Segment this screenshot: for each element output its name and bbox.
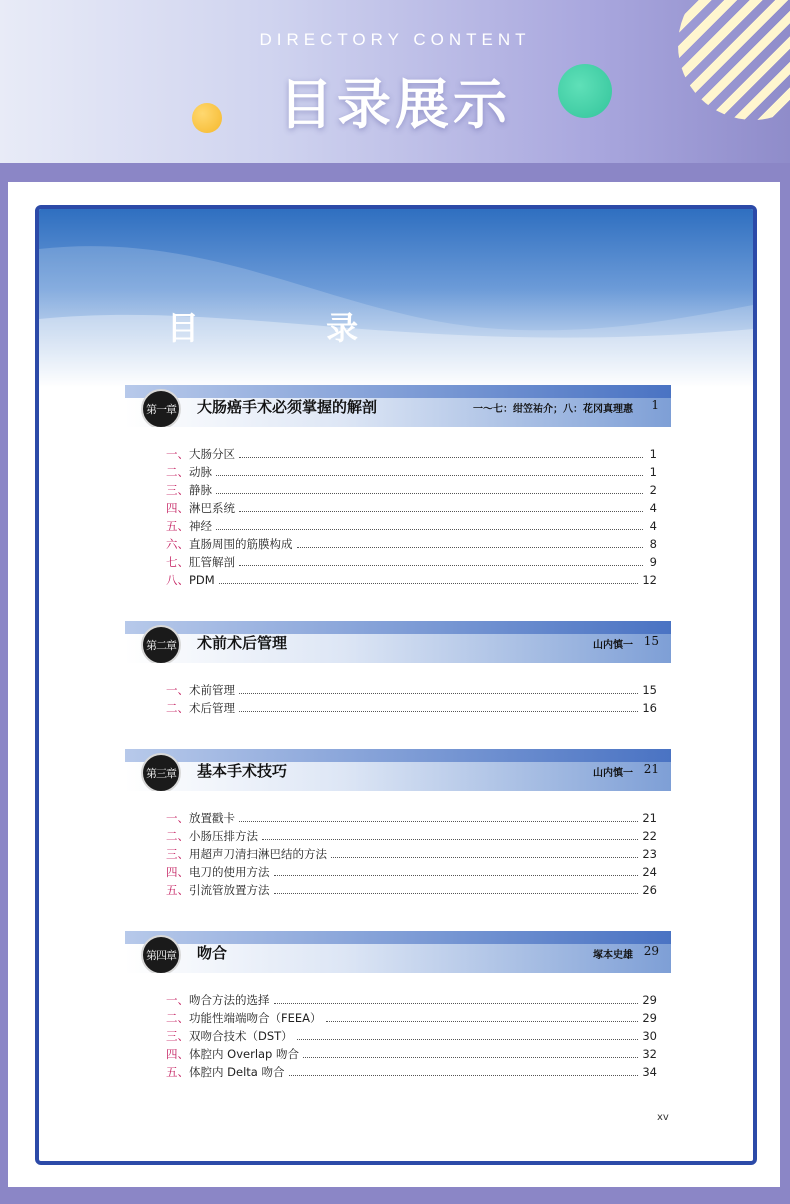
entry-title: PDM bbox=[189, 573, 215, 587]
dot-leader bbox=[239, 686, 638, 694]
entry-title: 神经 bbox=[189, 519, 212, 533]
toc-entry[interactable] bbox=[125, 464, 657, 482]
toc-entry[interactable] bbox=[125, 846, 657, 864]
toc-page bbox=[35, 205, 757, 1165]
entry-number: 五、 bbox=[166, 519, 189, 533]
toc-entry[interactable] bbox=[125, 518, 657, 536]
dot-leader bbox=[239, 450, 643, 458]
entry-number: 三、 bbox=[166, 1029, 189, 1043]
toc-entry[interactable] bbox=[125, 1028, 657, 1046]
dot-leader bbox=[331, 850, 638, 858]
entry-number: 一、 bbox=[166, 683, 189, 697]
dot-leader bbox=[326, 1014, 639, 1022]
chapter-header bbox=[125, 931, 671, 973]
entry-page-number: 21 bbox=[642, 811, 657, 825]
entry-number: 五、 bbox=[166, 1065, 189, 1079]
toc-entry[interactable] bbox=[125, 864, 657, 882]
chapter-author: 一～七：绀笠祐介；八：花冈真理惠 bbox=[473, 404, 633, 415]
toc-entry[interactable] bbox=[125, 500, 657, 518]
chapter-block bbox=[125, 621, 671, 718]
page-number: xv bbox=[657, 1112, 669, 1123]
toc-entry[interactable] bbox=[125, 1010, 657, 1028]
entry-page-number: 1 bbox=[649, 465, 657, 479]
chapter-header bbox=[125, 385, 671, 427]
dot-leader bbox=[297, 1032, 639, 1040]
toc-entry[interactable] bbox=[125, 700, 657, 718]
entry-number: 二、 bbox=[166, 465, 189, 479]
dot-leader bbox=[216, 486, 643, 494]
entry-title: 体腔内 Overlap 吻合 bbox=[189, 1047, 300, 1061]
dot-leader bbox=[216, 522, 643, 530]
toc-entry[interactable] bbox=[125, 1046, 657, 1064]
chapter-badge: 第三章 bbox=[141, 753, 181, 791]
entry-title: 小肠压排方法 bbox=[189, 829, 258, 843]
toc-entry[interactable] bbox=[125, 446, 657, 464]
entry-title: 大肠分区 bbox=[189, 447, 235, 461]
chapter-author: 山内慎一 bbox=[593, 640, 633, 651]
entry-page-number: 1 bbox=[649, 447, 657, 461]
toc-entry[interactable] bbox=[125, 482, 657, 500]
entry-number: 四、 bbox=[166, 501, 189, 515]
entry-page-number: 22 bbox=[642, 829, 657, 843]
dot-leader bbox=[303, 1050, 638, 1058]
dot-leader bbox=[219, 576, 639, 584]
chapter-header bbox=[125, 621, 671, 663]
entry-number: 六、 bbox=[166, 537, 189, 551]
toc-entry[interactable] bbox=[125, 554, 657, 572]
chapter-block bbox=[125, 385, 671, 590]
dot-leader bbox=[289, 1068, 639, 1076]
toc-entry[interactable] bbox=[125, 682, 657, 700]
dot-leader bbox=[274, 996, 639, 1004]
dot-leader bbox=[274, 886, 639, 894]
chapter-block bbox=[125, 931, 671, 1082]
entry-number: 二、 bbox=[166, 829, 189, 843]
entry-list bbox=[125, 992, 671, 1082]
entry-page-number: 29 bbox=[642, 993, 657, 1007]
chapter-badge: 第一章 bbox=[141, 389, 181, 427]
chapter-author: 山内慎一 bbox=[593, 768, 633, 779]
chapter-header bbox=[125, 749, 671, 791]
entry-number: 一、 bbox=[166, 993, 189, 1007]
entry-page-number: 15 bbox=[642, 683, 657, 697]
chapter-author: 塚本史雄 bbox=[593, 950, 633, 961]
entry-title: 体腔内 Delta 吻合 bbox=[189, 1065, 285, 1079]
entry-number: 四、 bbox=[166, 1047, 189, 1061]
toc-heading: 目 录 bbox=[167, 309, 417, 347]
entry-number: 二、 bbox=[166, 1011, 189, 1025]
entry-page-number: 8 bbox=[649, 537, 657, 551]
banner-subtitle: DIRECTORY CONTENT bbox=[259, 30, 531, 49]
dot-leader bbox=[262, 832, 638, 840]
entry-number: 三、 bbox=[166, 847, 189, 861]
entry-page-number: 29 bbox=[642, 1011, 657, 1025]
entry-page-number: 32 bbox=[642, 1047, 657, 1061]
chapter-title: 基本手术技巧 bbox=[197, 762, 288, 780]
entry-title: 吻合方法的选择 bbox=[189, 993, 270, 1007]
entry-title: 引流管放置方法 bbox=[189, 883, 270, 897]
entry-number: 四、 bbox=[166, 865, 189, 879]
chapter-title: 术前术后管理 bbox=[197, 634, 288, 652]
entry-page-number: 12 bbox=[642, 573, 657, 587]
chapter-title: 吻合 bbox=[197, 944, 228, 962]
chapter-page-number: 29 bbox=[643, 944, 659, 958]
dot-leader bbox=[216, 468, 643, 476]
entry-page-number: 4 bbox=[649, 501, 657, 515]
entry-title: 动脉 bbox=[189, 465, 212, 479]
entry-page-number: 2 bbox=[649, 483, 657, 497]
entry-number: 一、 bbox=[166, 447, 189, 461]
toc-entry[interactable] bbox=[125, 1064, 657, 1082]
chapter-block bbox=[125, 749, 671, 900]
entry-title: 双吻合技术（DST） bbox=[189, 1029, 293, 1043]
entry-page-number: 34 bbox=[642, 1065, 657, 1079]
banner-title: 目录展示 bbox=[279, 73, 511, 136]
toc-entry[interactable] bbox=[125, 882, 657, 900]
dot-leader bbox=[239, 558, 643, 566]
entry-title: 术前管理 bbox=[189, 683, 235, 697]
entry-number: 一、 bbox=[166, 811, 189, 825]
entry-page-number: 30 bbox=[642, 1029, 657, 1043]
chapter-page-number: 1 bbox=[651, 398, 659, 412]
entry-title: 电刀的使用方法 bbox=[189, 865, 270, 879]
header-banner bbox=[0, 0, 790, 163]
toc-entry[interactable] bbox=[125, 810, 657, 828]
toc-hero bbox=[39, 209, 753, 387]
toc-entry[interactable] bbox=[125, 828, 657, 846]
entry-list bbox=[125, 810, 671, 900]
entry-page-number: 9 bbox=[649, 555, 657, 569]
entry-page-number: 24 bbox=[642, 865, 657, 879]
entry-number: 二、 bbox=[166, 701, 189, 715]
entry-number: 七、 bbox=[166, 555, 189, 569]
chapter-badge: 第四章 bbox=[141, 935, 181, 973]
chapter-page-number: 15 bbox=[643, 634, 659, 648]
dot-leader bbox=[239, 704, 638, 712]
chapter-badge: 第二章 bbox=[141, 625, 181, 663]
entry-title: 术后管理 bbox=[189, 701, 235, 715]
chapter-title: 大肠癌手术必须掌握的解剖 bbox=[197, 398, 378, 416]
dot-leader bbox=[274, 868, 639, 876]
chapter-page-number: 21 bbox=[643, 762, 659, 776]
entry-page-number: 16 bbox=[642, 701, 657, 715]
entry-page-number: 23 bbox=[642, 847, 657, 861]
toc-entry[interactable] bbox=[125, 536, 657, 554]
entry-title: 淋巴系统 bbox=[189, 501, 235, 515]
wave-decoration bbox=[39, 209, 753, 387]
entry-list bbox=[125, 682, 671, 718]
dot-leader bbox=[297, 540, 644, 548]
entry-number: 八、 bbox=[166, 573, 189, 587]
entry-title: 肛管解剖 bbox=[189, 555, 235, 569]
entry-title: 直肠周围的筋膜构成 bbox=[189, 537, 293, 551]
entry-number: 三、 bbox=[166, 483, 189, 497]
entry-title: 静脉 bbox=[189, 483, 212, 497]
toc-entry[interactable] bbox=[125, 992, 657, 1010]
dot-leader bbox=[239, 814, 638, 822]
entry-page-number: 26 bbox=[642, 883, 657, 897]
entry-number: 五、 bbox=[166, 883, 189, 897]
toc-entry[interactable] bbox=[125, 572, 657, 590]
entry-title: 功能性端端吻合（FEEA） bbox=[189, 1011, 322, 1025]
entry-page-number: 4 bbox=[649, 519, 657, 533]
dot-leader bbox=[239, 504, 643, 512]
entry-title: 用超声刀清扫淋巴结的方法 bbox=[189, 847, 327, 861]
entry-list bbox=[125, 446, 671, 590]
entry-title: 放置戳卡 bbox=[189, 811, 235, 825]
